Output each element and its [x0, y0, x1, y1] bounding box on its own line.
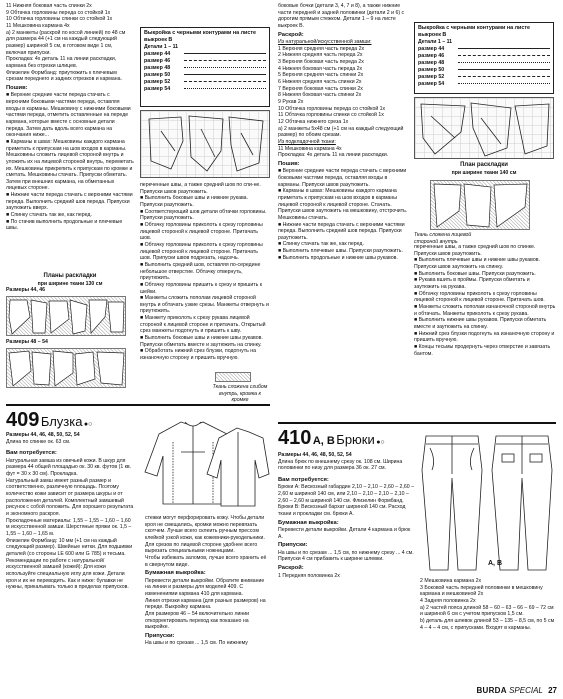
model-number: 410: [278, 427, 312, 449]
model-title: Брюки: [336, 432, 375, 447]
difficulty-dots: ●○: [376, 439, 385, 446]
text-para: a) 2 манжеты 5х48 см (+1 см на каждый следующий размер) по обоим срезам.: [278, 125, 404, 139]
cut-item: 4 Нижняя боковая часть переда 2х: [278, 65, 363, 72]
cut-item: 4 Задняя половинка 2х: [420, 597, 476, 604]
text-para: ■ Спинку стачать так же, как перед.: [278, 241, 364, 248]
brand-special: SPECIAL: [509, 685, 543, 695]
model-suffix: A, B: [312, 435, 335, 447]
cut-item: 11 Обтачка горловины спинки со стойкой 1х: [278, 112, 384, 119]
model-sizes: Размеры 44, 46, 48, 50, 52, 54: [278, 452, 352, 458]
layout-title: План раскладки: [460, 162, 508, 168]
size-label: размер 46: [418, 52, 445, 59]
text-para: переченные швы, а также средний шов по спи-не. Припуски швов разутюжить.: [140, 182, 261, 195]
col410-left: [278, 452, 414, 694]
text-para: ■ Нижние части переда стачать с верхними частями переда. Выполнить средний шов переда. Припуски заутюжить вверх.: [6, 192, 133, 212]
text-para: На швы и по срезам ... 1,5 см, по нижнему срезу ... 4 см. Припуски 4 см прибавить к ширине шлевки.: [278, 549, 414, 563]
cut-item: 5 Верхняя средняя часть спинки 2х: [278, 72, 364, 79]
size-legend-row: [418, 45, 550, 52]
text-line: 9 Обтачка горловины переда со стойкой 1х: [6, 9, 111, 16]
text-para: ■ Выполнить средний шов, оставляя по-середине небольшое отверстие. Обтачку отвернуть, приутюжить.: [140, 261, 261, 282]
pattern-grid-410: [414, 97, 554, 159]
text-para: Флизелин Формбанд: 10 мм (+1 см на каждый следующий размер). Швейные нитки. Для подшивки деталей (со стороны LE 600 или G 785) и тесьма.: [6, 537, 133, 557]
size-legend-row: [144, 50, 266, 57]
size-legend-row: [144, 64, 266, 71]
caption-text: Ткань сложена лицевой стороной внутрь: [414, 232, 472, 245]
text-para: ■ Нижние части переда стачать с верхними частями переда. Выполнить средний шов переда. Припуски разутюжить.: [278, 221, 405, 241]
text-para: ■ Карманы в швах: Мешковины каждого кармана приметать к припускам на шов входов в карманы лицевой стороной к лицевой стороне. Стачать. Припуски швов заутюжить на мешковину, отстрочить. Мешковины стачать.: [278, 188, 408, 221]
cut-item: 12 Обтачка нижнего среза 1х: [278, 118, 349, 125]
model-sizes: Размеры 44, 46, 48, 50, 52, 54: [6, 432, 80, 438]
size-label: размер 54: [144, 85, 171, 92]
cut-item: 3 Верхняя боковая часть переда 2х: [278, 59, 364, 65]
size-legend-row: [144, 57, 266, 64]
text-para: На швы и по срезам ... 1,5 см. По нижнему: [145, 640, 248, 647]
text-para: ■ Выполнить плечевые швы. Припуски разутюжить.: [278, 248, 403, 255]
pattern-pieces: [7, 297, 127, 337]
col3-text: [278, 3, 410, 328]
section-heading: Пошив:: [6, 84, 28, 91]
trousers-label: [488, 560, 518, 570]
cut-item: 8 Нижняя боковая часть спинки 2х: [278, 92, 362, 99]
model-title: Блузка: [40, 414, 83, 429]
section-heading: Раскрой:: [278, 565, 304, 572]
cut-item: 1 Верхняя средняя часть переда 2х: [278, 45, 365, 52]
col4-caption: [414, 232, 494, 245]
size-label: размер 52: [144, 78, 171, 85]
size-legend-row: [144, 71, 266, 78]
text-para: ■ Соответствующий шов детали обтачки горловины. Припуски разутюжить.: [140, 208, 267, 222]
text-line: 11 Нижняя боковая часть спинки 2х: [6, 3, 92, 9]
size-label: размер 50: [418, 66, 445, 73]
col4-text: [414, 244, 556, 409]
cut-item: 2 Мешковина кармана 2х: [420, 578, 482, 584]
text-para: ■ Манжеты сложить пополам лицевой стороной внутрь и обтачать узкие срезы. Манжеты отвернуть и приутюжить.: [140, 295, 269, 315]
text-para: ■ Выполнить нижние швы рукавов. Припуски обметать вместе и заутюжить на спинку.: [414, 317, 547, 330]
text-para: ■ Верхние средние части переда стачать с верхними боковыми частями переда, оставляя входы в карманы. Припуски швов разутюжить.: [278, 168, 407, 188]
model-409-heading: [6, 408, 136, 432]
model-410-heading: [278, 426, 438, 450]
trousers-technical-drawing: [420, 430, 556, 575]
text-para: ■ Манжеты сложить пополам изнаночной стороной внутрь и обтачать. Манжеты приколоть к срезу рукава.: [414, 303, 556, 317]
layout-label: Размеры 44, 46: [6, 287, 45, 294]
text-para: стежки могут перфорировать кожу. Чтобы детали кроя не смещались, кромки можно перевязать скотчем. Лучше всего склеить ручным прессом клейкой узкой кожи, как кожевники-рукодельники. Для срезов по лицевой стороне удобнее всего вырезать специальными ножницами.: [145, 515, 265, 555]
text-para: ■ Выполнить плечевые швы и нижние швы рукавов. Припуски швов заутюжить на спинку.: [414, 257, 540, 270]
text-para: Перевести детали выкройки. Обратите внимание на линии и размеры для моделей 409. С изменениями кармана 410 для кармана.: [145, 577, 265, 597]
text-para: ■ Обтачку горловины пришить к срезу и пришить к шейки.: [140, 281, 263, 295]
blouse-sketch: [145, 412, 270, 512]
size-legend-row: [418, 80, 550, 87]
text-para: b) деталь для шлевок длиной 53 – 135 – 8,5 см, по 5 см 4 – 4 – 4 см, с припусками. Входят в карманы.: [420, 617, 555, 631]
cut-item: 10 Обтачка горловины переда со стойкой 1х: [278, 105, 386, 112]
text-para: ■ По стачив выполнить продольные и плечевые швы.: [6, 218, 123, 232]
section-rule: [278, 422, 556, 424]
text-para: Перевести детали выкройки. Детали 4 кармана и брюк А.: [278, 527, 411, 540]
difficulty-dots: ●○: [83, 421, 93, 428]
size-label: размер 44: [418, 45, 445, 52]
text-para: ■ Обработать нижний срез блузки, подогнуть на изнаночную сторону и пришить вручную.: [140, 348, 257, 362]
col1-text: [6, 3, 134, 268]
section-heading: Пошив:: [278, 160, 300, 167]
text-para: Для размеров 46 – 54 включительно линии откорректировать переход как показано на выкройке.: [145, 610, 250, 631]
pattern-pieces: [415, 98, 555, 160]
pattern-box-sub: Детали 1 – 11: [418, 38, 453, 45]
pattern-pieces: [7, 349, 127, 389]
pattern-grid-409: [140, 110, 270, 178]
page-number: 27: [548, 685, 557, 695]
size-legend-row: [418, 73, 550, 80]
text-para: ■ Нижний срез блузки подогнуть на изнаночную сторону и пришить вручную.: [414, 330, 555, 344]
size-label: размер 54: [418, 80, 445, 87]
fold-caption: [210, 384, 270, 404]
section-heading: Бумажная выкройка:: [278, 519, 339, 526]
layout-plan-410: [430, 180, 530, 230]
text-para: ■ Карманы в швах: Мешковины каждого кармана приметать к припускам на шов входов в карманы. Мешковины сложить лицевой стороной внутрь и уложить их на лицевой стороной внутрь, переметать их. Мешковины прикрепить к припускам по кромке и сметать. Мешковины стачать. Припуски обметать. Затем при внешних кармана, на обметанных лицевых стороне.: [6, 138, 134, 192]
layout-title: Планы раскладки: [43, 273, 97, 279]
size-legend-row: [144, 85, 266, 92]
size-label: размер 44: [144, 50, 171, 57]
text-para: боковые бочки (детали 3, 4, 7 и 8), а также нижние части передней и задней половинки (детали 2 и 6) с дорогим прямым стежком. Детали 1 – 9 на листе выкроек В.: [278, 3, 405, 29]
text-para: Чтобы избежать заломов, лучше всего хранить её в свернутом виде.: [145, 554, 267, 568]
size-label: размер 52: [418, 73, 445, 80]
col4-layout-head: [414, 162, 554, 178]
layout-subtitle: при ширине ткани 140 см: [451, 169, 517, 176]
cut-item: 2 Нижняя средняя часть переда 2х: [278, 52, 363, 59]
text-para: Прокладка: 4х деталь 11 на линии раскладки, кармана без отрезки шлицев.: [6, 56, 117, 69]
text-para: ■ Выполнить продольные и нижние швы рукавов.: [278, 254, 398, 261]
text-para: Флизелин Формбанд: приутюжить к плечевым срезам переднего и задних отрезков и кармана.: [6, 69, 122, 83]
size-label: размер 46: [144, 57, 171, 64]
text-para: Линия отрезки кармана (для разных размеров) на переде. Выкройку кармана.: [145, 597, 266, 611]
text-para: a) 2 частей пояса длиной 58 – 60 – 63 – 66 – 69 – 72 см и шириной 6 см с учетом припусков 1,5 см.: [420, 604, 554, 618]
text-para: ■ Выполнить боковые швы и нижние швы рукавов. Припуски обметать вместе и заутюжить на спинку.: [140, 335, 263, 348]
text-para: переченные швы, а также средний шов по спинке. Припуски швов разутюжить.: [414, 244, 536, 257]
text-para: 3 Боковой часть передней половинки в мешковину кармана и мешковиной 2х: [420, 584, 543, 598]
section-rule: [6, 404, 270, 406]
subheading: Из подкладочной ткани:: [278, 138, 336, 145]
section-heading: Вам потребуется:: [278, 476, 329, 483]
cut-item: 11 Мешковина кармана 4х: [278, 145, 342, 152]
text-para: Прокладочные материалы: 1,55 – 1,55 – 1,60 – 1,60 м искусственной замши. Шерстяные пряжи ок. 1,5 – 1,55 – 1,60 – 1,65 м.: [6, 517, 132, 537]
model-length: Длина брюк по внешнему срезу ок. 108 см. Ширина половинки по низу для размера 36 ок. 27 см.: [278, 458, 403, 472]
layout-subtitle: при ширине ткани 130 см: [37, 280, 103, 287]
text-line: 11 Мешковина кармана 4х: [6, 22, 70, 29]
model-number: 409: [6, 409, 40, 431]
brand-name: BURDA: [476, 685, 507, 695]
text-line: 10 Обтачка горловины спинки со стойкой 1х: [6, 16, 113, 23]
text-para: ■ Спинку стачать так же, как перед.: [6, 212, 92, 219]
layout-label: Размеры 48 – 54: [6, 339, 48, 345]
section-heading: Припуски:: [145, 632, 175, 639]
col409-left: [6, 432, 134, 694]
pattern-box-title: Выкройка с черными контурами на листе выкроек В: [144, 30, 256, 43]
size-label: размер 50: [144, 71, 171, 78]
fold-swatch: [215, 372, 251, 382]
size-legend-row: [418, 66, 550, 73]
text-para: Рекомендации по работе с натуральной/искусственной замшей (кожей): Для кожи используйте специальную иглу для кожи. Детали кроя и их не переводить. Как и ниже: булавки не нужны, прикалывать только в пределах припусков.: [6, 557, 129, 591]
text-para: a) 2 манжеты (раскрой по косой линией) по 48 см для размера 44 (+1 см на каждый следующий размер) шириной 5 см, в готовом виде 1 см, включая припуски.: [6, 29, 126, 56]
pattern-box-title: Выкройка с черными контурами на листе выкроек В: [418, 25, 530, 38]
layout-plan-48-54: [6, 348, 126, 388]
section-heading: Раскрой:: [278, 31, 304, 38]
text-para: Брюки А: Вискозный габардин 2,10 – 2,10 – 2,60 – 2,60 – 2,60 м шириной 140 см, или 2,10 – 2,10 – 2,10 – 2,10 – 2,60 – 2,60 м шириной 140 см. Флизелин Формбанд.: [278, 484, 414, 504]
text-para: ■ Обтачку горловины приколоть к срезу горловины лицевой стороной к лицевой стороне. Притачать шов.: [414, 290, 545, 304]
section-heading: Бумажная выкройка:: [145, 570, 206, 577]
size-legend-row: [418, 52, 550, 59]
size-legend-row: [144, 78, 266, 85]
cut-item: 1 Передняя половинка 2х: [278, 572, 340, 579]
col409-mid: [145, 515, 270, 695]
text-para: ■ Обтачку горловины приколоть к срезу горловины лицевой стороной к лицевой стороне. Притачать шов. Припуски швов подрезать, надсечь.: [140, 241, 263, 262]
section-heading: Вам потребуется:: [6, 450, 57, 457]
text-para: ■ Верхние средние части переда стачать с верхними боковыми частями переда, оставляя входы в карманы. Мешковину с нижними боковыми частями переда, отметить оставленные на переде кармана, которые вместе с основные детали переда. Затем дать вдоль всего кармана на окончания ниже...: [6, 92, 131, 139]
text-para: ■ Рукава вшить в проймы. Припуски обметать и заутюжить на рукава.: [414, 277, 530, 290]
size-label: размер 48: [418, 59, 445, 66]
caption-text: Ткань сложена сгибом внутрь, кромка к кромке: [212, 384, 268, 404]
layout2-label-wrap: [6, 339, 134, 347]
size-label: размер 48: [144, 64, 171, 71]
text-para: Натуральная замша из овечьей кожи. В шкур для размера 44 общей площадью ок. 30 кв. футов (1 кв. фут = 30 х 30 см). Прокладка.: [6, 457, 132, 478]
subheading: Из натуральной/искусственной замши:: [278, 39, 372, 46]
model-length: Длина по спинке ок. 63 см.: [6, 438, 71, 445]
section-heading: Припуски:: [278, 542, 308, 549]
text-para: ■ Обтачку горловины приколоть к срезу горловины лицевой стороной к лицевой стороне. Притачать шов.: [140, 221, 263, 242]
text-para: ■ Выполнить боковые швы. Припуски разутюжить.: [414, 270, 536, 277]
text-para: ■ Выполнить боковые швы и нижние рукава. Припуски разутюжить.: [140, 195, 248, 208]
pattern-box-410: [414, 22, 554, 94]
text-para: Натуральный замш имеет разный размер и соответственно, различную площадь. Поэтому количество кожи зависит от размера шкуры и от расположения деталей. Комплектный замшевый рисунок с собой положить. Для хорошего результата и экономного раскроя.: [6, 477, 134, 517]
text-para: Брюки В: Вискозный бархат шириной 140 см. Расход ткани и прокладки см. брюки А.: [278, 504, 406, 517]
pattern-box-409: [140, 27, 270, 107]
size-legend-row: [418, 59, 550, 66]
cut-item: 9 Рукав 2х: [278, 98, 304, 105]
col2-text: [140, 182, 270, 382]
pattern-pieces: [431, 181, 531, 231]
text-para: ■ Манжету приколоть к срезу рукава лицевой стороной к лицевой стороне и притачать. Открытый срез манжеты подогнуть и пришить к шву.: [140, 315, 266, 335]
col410-right: [420, 578, 556, 688]
cut-item: 6 Нижняя средняя часть спинки 2х: [278, 78, 362, 85]
text-para: Прокладка: 4х деталь 11 на линии раскладки.: [278, 152, 389, 159]
pattern-box-sub: Детали 1 – 11: [144, 43, 179, 50]
trousers-sketch: [420, 430, 556, 575]
page-footer: [476, 686, 557, 696]
figure-label: А, В: [488, 560, 502, 567]
layout-plan-44-46: [6, 296, 126, 336]
pattern-pieces: [141, 111, 271, 179]
blouse-technical-drawing: [145, 412, 270, 512]
text-para: ■ Концы тесьмы продернуть через отверстие и завязать бантом.: [414, 343, 551, 357]
cut-item: 7 Верхняя боковая часть спинки 2х: [278, 85, 363, 92]
